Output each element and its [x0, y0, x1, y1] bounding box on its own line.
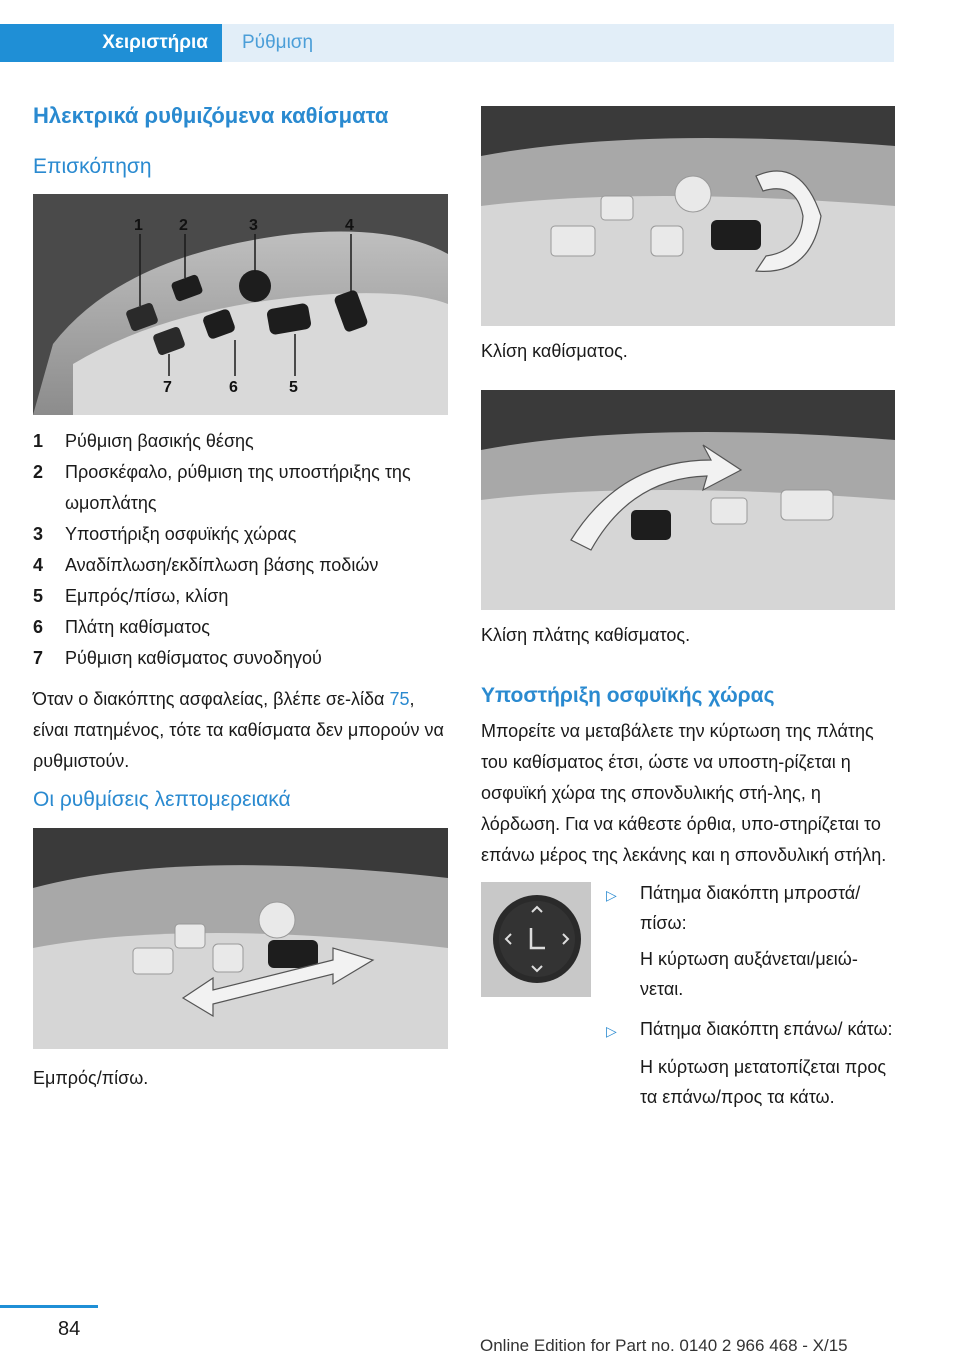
callout-6: 6: [229, 379, 238, 396]
legend-number: 2: [33, 462, 44, 482]
caption-seat-tilt: Κλίση καθίσματος.: [481, 341, 628, 361]
seat-controls-overview-image: [33, 194, 448, 415]
safety-switch-note: [33, 684, 448, 777]
legend-text: Ρύθμιση καθίσματος συνοδηγού: [65, 648, 322, 668]
legend-text: Πλάτη καθίσματος: [65, 617, 210, 637]
header-tab-controls-label: Χειριστήρια: [102, 32, 208, 53]
footer-accent-line: [0, 1305, 98, 1308]
legend-item: [33, 643, 448, 674]
instruction-item: [606, 1014, 896, 1046]
callout-4: 4: [345, 217, 354, 234]
header-tab-adjustment[interactable]: [222, 24, 894, 62]
callout-1: 1: [134, 217, 143, 234]
callout-3: 3: [249, 217, 258, 234]
lumbar-heading: Υποστήριξη οσφυϊκής χώρας: [481, 684, 775, 707]
legend-item: [33, 457, 448, 519]
instruction-action: Πάτημα διακόπτη επάνω/ κάτω:: [640, 1019, 893, 1039]
legend-number: 1: [33, 431, 44, 451]
overview-heading: Επισκόπηση: [33, 155, 152, 178]
edition-footer: Online Edition for Part no. 0140 2 966 468 - X/15: [480, 1336, 848, 1355]
seat-tilt-image: [481, 106, 895, 326]
overview-legend: [33, 426, 448, 674]
header-tab-adjustment-label: Ρύθμιση: [242, 32, 314, 53]
legend-item: [33, 581, 448, 612]
section-title: Ηλεκτρικά ρυθμιζόμενα καθίσματα: [33, 103, 389, 128]
callout-2: 2: [179, 217, 188, 234]
legend-number: 6: [33, 617, 44, 637]
legend-item: [33, 426, 448, 457]
callout-5: 5: [289, 379, 298, 396]
legend-number: 7: [33, 648, 44, 668]
instruction-result: Η κύρτωση μετατοπίζεται προς τα επάνω/προς τα κάτω.: [640, 1057, 887, 1107]
instruction-item: [606, 878, 896, 938]
details-heading: Οι ρυθμίσεις λεπτομερειακά: [33, 788, 291, 811]
instruction-result: Η κύρτωση αυξάνεται/μειώ-νεται.: [640, 949, 858, 999]
lumbar-description: Μπορείτε να μεταβάλετε την κύρτωση της πλάτης του καθίσματος έτσι, ώστε να υποστη-ρίζεται η οσφυϊκή χώρα της σπονδυλικής στή-λης, η λόρδωση. Για να κάθεστε όρθια, υπο-στηρίζεται το επάνω μέρος της λεκάνης και η σπονδυλική στήλη.: [481, 721, 887, 865]
legend-item: [33, 550, 448, 581]
note-text-end: , είναι πατημένος, τότε τα καθίσματα δεν μπορούν να ρυθμιστούν.: [33, 689, 444, 771]
header-tab-controls[interactable]: [0, 24, 222, 62]
legend-number: 3: [33, 524, 44, 544]
lumbar-switch-image: [481, 882, 591, 997]
legend-number: 5: [33, 586, 44, 606]
triangle-bullet-icon: ▷: [606, 1023, 617, 1039]
note-text-start: Όταν ο διακόπτης ασφαλείας, βλέπε σε-λίδα: [33, 689, 390, 709]
lumbar-instructions: [606, 878, 896, 1122]
legend-text: Αναδίπλωση/εκδίπλωση βάσης ποδιών: [65, 555, 379, 575]
legend-number: 4: [33, 555, 44, 575]
callout-7: 7: [163, 379, 172, 396]
legend-item: [33, 519, 448, 550]
caption-backrest-tilt: Κλίση πλάτης καθίσματος.: [481, 625, 691, 645]
backrest-tilt-image: [481, 390, 895, 610]
legend-text: Προσκέφαλο, ρύθμιση της υποστήριξης της ωμοπλάτης: [65, 462, 411, 513]
legend-text: Υποστήριξη οσφυϊκής χώρας: [65, 524, 297, 544]
legend-text: Εμπρός/πίσω, κλίση: [65, 586, 229, 606]
forward-back-image: [33, 828, 448, 1049]
page-link[interactable]: 75: [389, 689, 410, 709]
instruction-action: Πάτημα διακόπτη μπροστά/ πίσω:: [640, 883, 861, 933]
caption-forward-back: Εμπρός/πίσω.: [33, 1068, 149, 1088]
legend-text: Ρύθμιση βασικής θέσης: [65, 431, 254, 451]
triangle-bullet-icon: ▷: [606, 887, 617, 903]
page-number: 84: [58, 1318, 81, 1340]
legend-item: [33, 612, 448, 643]
